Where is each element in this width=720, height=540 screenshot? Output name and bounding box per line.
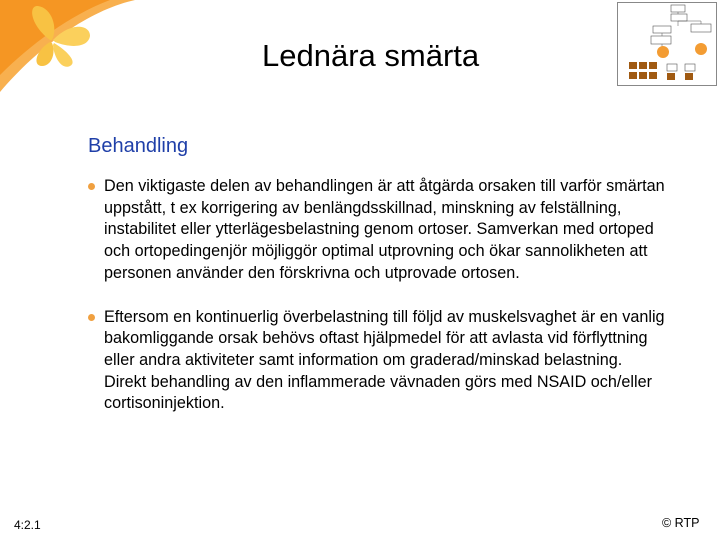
bullet-list xyxy=(88,176,668,437)
bullet-text: Den viktigaste delen av behandlingen är att åtgärda orsaken till varför smärtan uppstått, t ex korrigering av benlängdsskillnad, minskning av felställning, instabilitet eller ytterlägesbelastning genom ortoser. Samverkan med ortoped och ortopedingenjör möjliggör optimal utprovning och ökar sannolikheten att personen använder den förskrivna och utprovade ortosen. xyxy=(104,177,665,282)
slide-title: Lednära smärta xyxy=(262,38,480,73)
bullet-dot-icon xyxy=(88,314,95,321)
section-heading: Behandling xyxy=(88,135,189,157)
corner-butterfly-icon xyxy=(0,0,150,95)
bullet-dot-icon xyxy=(88,183,95,190)
bullet-item xyxy=(88,176,668,285)
slide-number: 4:2.1 xyxy=(14,518,41,532)
copyright-notice: © RTP xyxy=(662,516,700,530)
bullet-item xyxy=(88,307,668,416)
flowchart-thumbnail xyxy=(617,2,717,86)
bullet-text: Eftersom en kontinuerlig överbelastning till följd av muskelsvaghet är en vanlig bakomliggande orsak behövs oftast hjälpmedel för att avlasta vid förflyttning eller andra aktiviteter samt information om graderad/minskad belastning. Direkt behandling av den inflammerade vävnaden görs med NSAID och/eller cortisoninjektion. xyxy=(104,307,665,413)
